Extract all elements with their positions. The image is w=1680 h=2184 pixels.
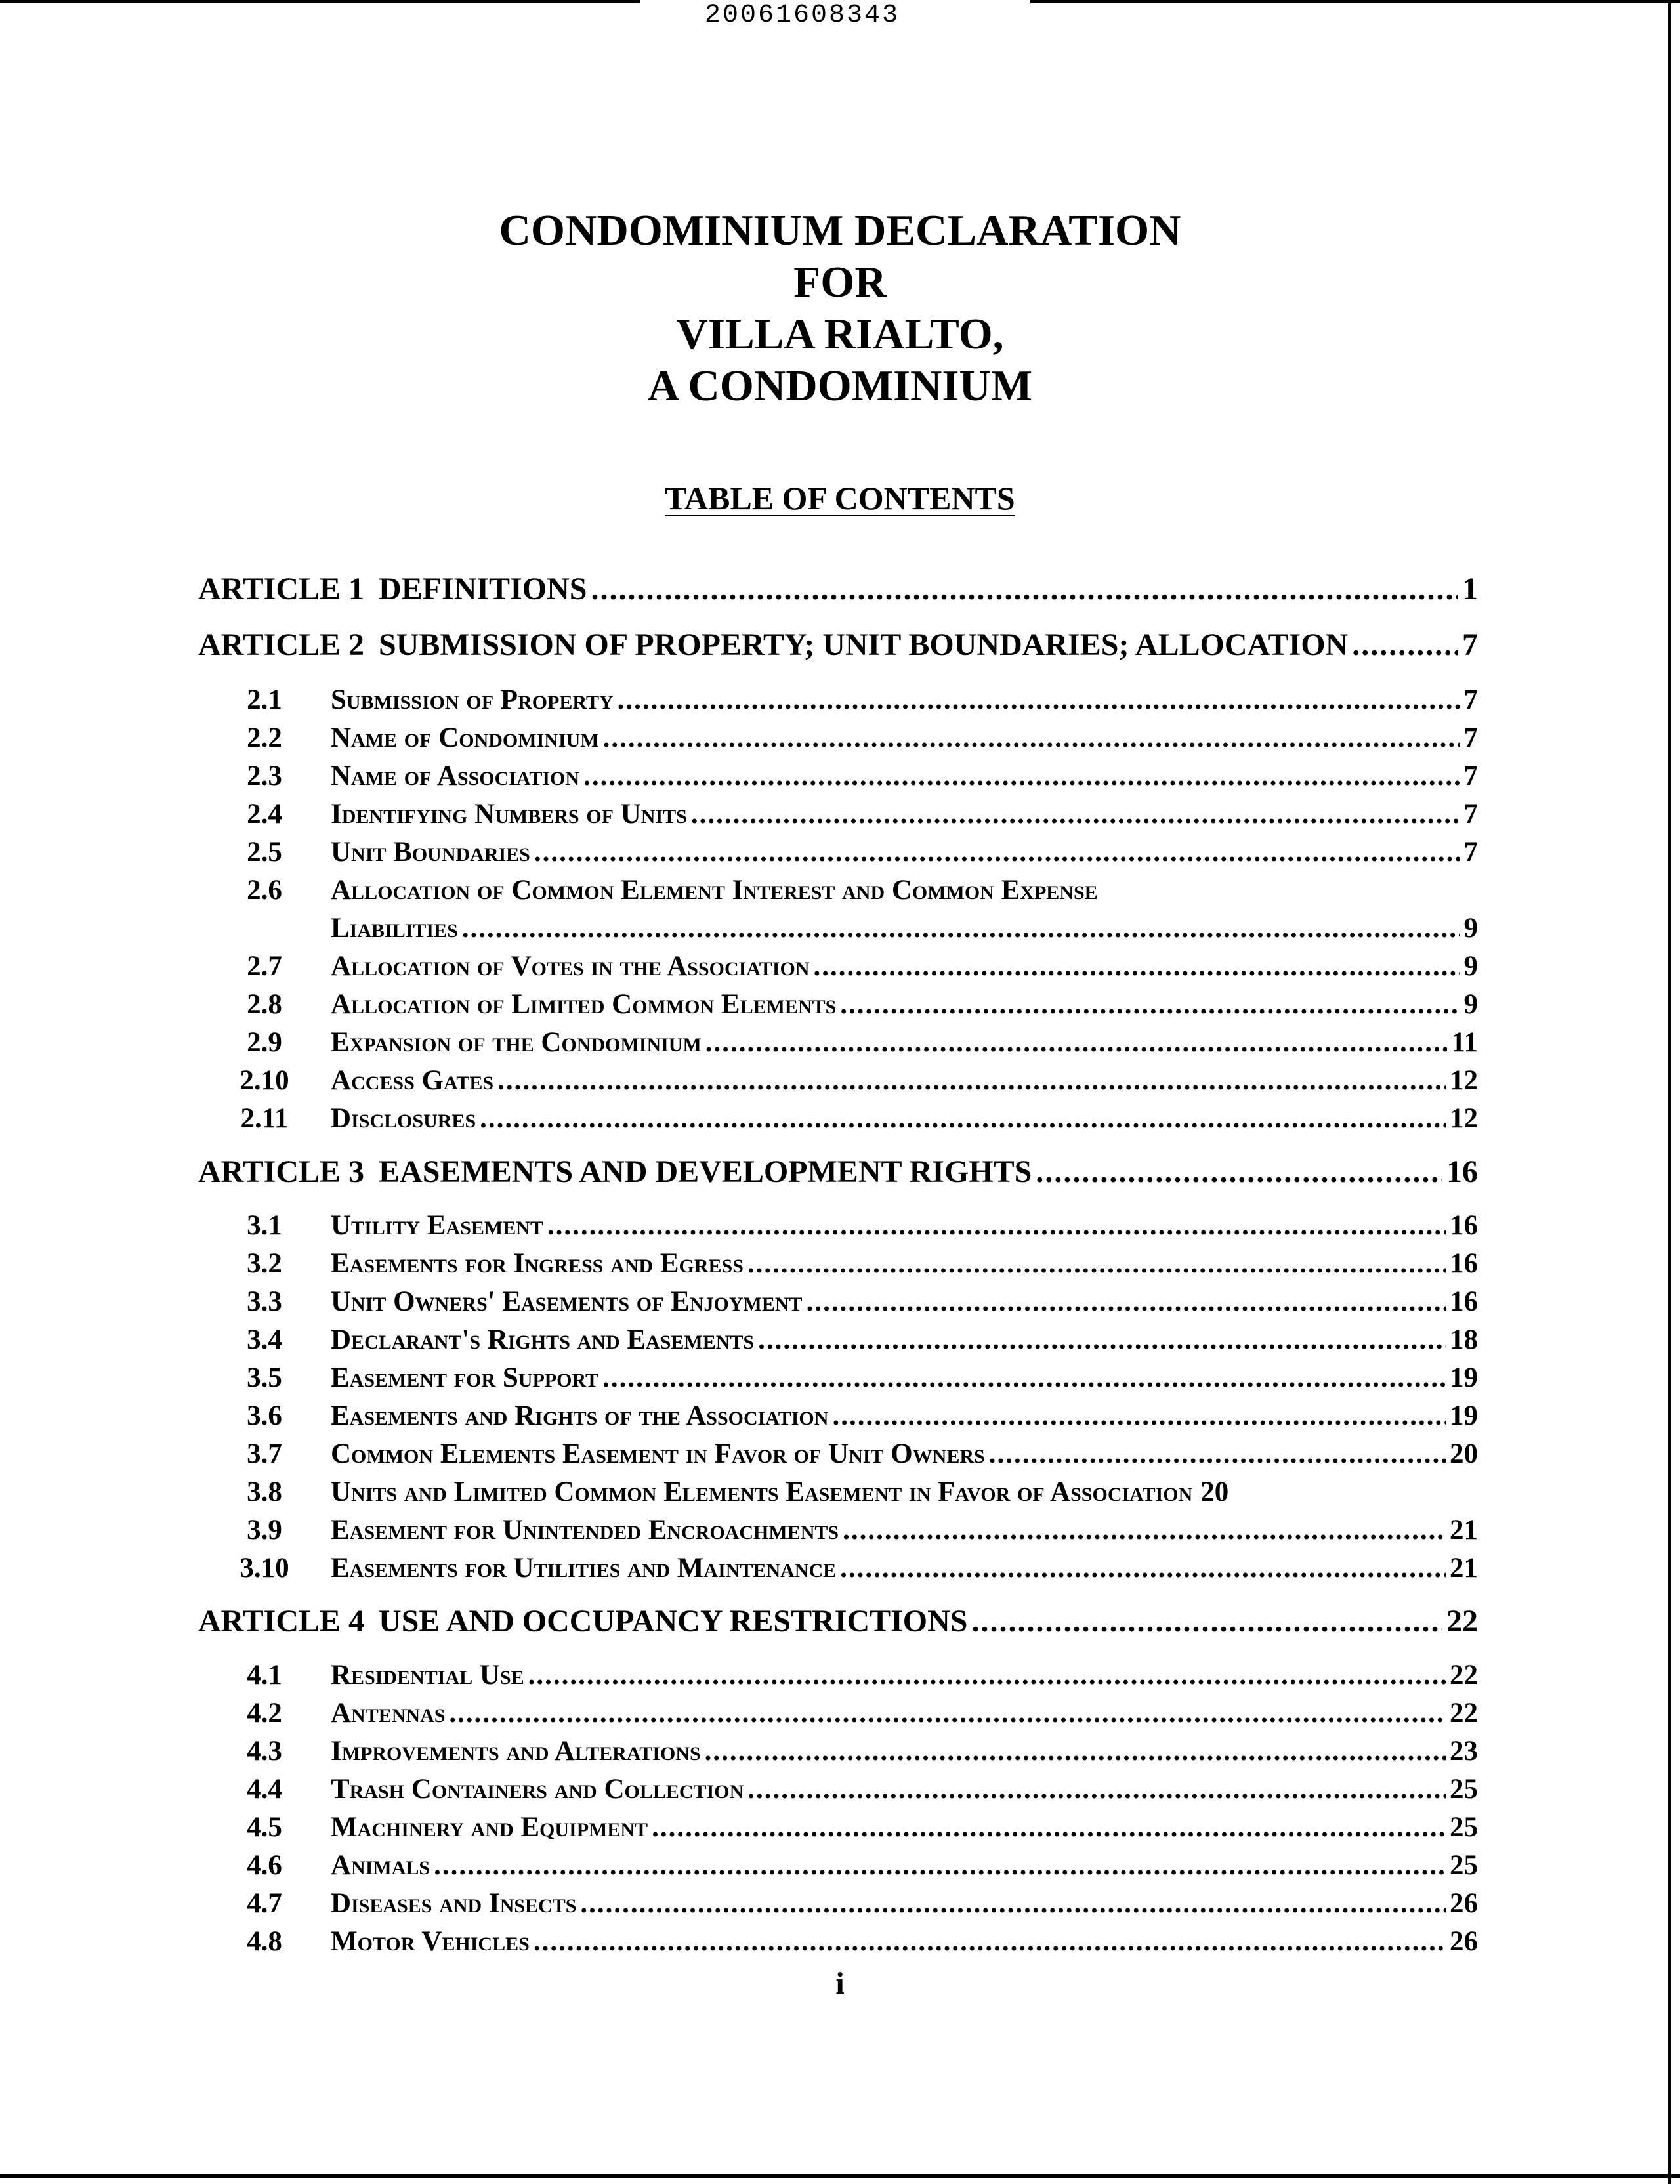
dot-leader <box>547 1209 1446 1242</box>
section-page: 9 <box>1463 989 1478 1020</box>
section-page: 7 <box>1463 723 1478 753</box>
toc-section-entry[interactable] <box>198 950 1478 982</box>
article-title: EASEMENTS AND DEVELOPMENT RIGHTS <box>379 1154 1032 1189</box>
section-page: 16 <box>1450 1286 1478 1317</box>
toc-article-entry[interactable] <box>198 1154 1478 1190</box>
section-title: Submission of Property <box>331 684 614 715</box>
section-number: 4.5 <box>247 1812 282 1843</box>
dot-leader <box>758 1324 1446 1356</box>
dot-leader <box>528 1659 1446 1691</box>
section-title: Utility Easement <box>331 1210 543 1241</box>
section-title: Name of Condominium <box>331 723 599 753</box>
dot-leader <box>840 1552 1446 1584</box>
section-title: Improvements and Alterations <box>331 1736 701 1767</box>
article-title: DEFINITIONS <box>379 572 587 606</box>
section-page: 7 <box>1463 761 1478 791</box>
section-title: Allocation of Common Element Interest and Common Expense <box>331 875 1098 906</box>
toc-section-entry[interactable] <box>198 1697 1478 1729</box>
toc-section-entry[interactable] <box>198 798 1478 830</box>
toc-section-entry[interactable] <box>198 1773 1478 1805</box>
section-title: Animals <box>331 1850 430 1881</box>
page-number: i <box>835 1966 845 2001</box>
article-label: ARTICLE 3 <box>198 1154 365 1189</box>
section-page: 21 <box>1450 1553 1478 1584</box>
section-page: 20 <box>1200 1477 1229 1507</box>
section-page: 23 <box>1450 1736 1478 1767</box>
toc-section-entry[interactable] <box>198 1476 1478 1508</box>
section-number: 3.4 <box>247 1324 282 1355</box>
section-number: 3.1 <box>247 1210 282 1241</box>
toc-section-entry[interactable] <box>198 684 1478 716</box>
section-page: 25 <box>1450 1812 1478 1843</box>
section-number: 4.7 <box>247 1888 282 1919</box>
section-page: 26 <box>1450 1926 1478 1957</box>
toc-section-entry[interactable] <box>198 874 1478 906</box>
section-title: Name of Association <box>331 761 580 791</box>
section-title: Declarant's Rights and Easements <box>331 1324 755 1355</box>
toc-article-entry[interactable] <box>198 1603 1478 1639</box>
dot-leader <box>705 1735 1446 1767</box>
section-title: Allocation of Limited Common Elements <box>331 989 837 1020</box>
article-page: 22 <box>1446 1604 1478 1639</box>
section-number: 3.8 <box>247 1477 282 1507</box>
section-number: 4.6 <box>247 1850 282 1881</box>
toc-section-entry[interactable] <box>198 1659 1478 1691</box>
dot-leader <box>747 1773 1446 1805</box>
section-title: Identifying Numbers of Units <box>331 799 687 830</box>
section-title: Easements for Utilities and Maintenance <box>331 1553 837 1584</box>
section-number: 3.2 <box>247 1248 282 1279</box>
toc-section-entry[interactable] <box>198 1064 1478 1097</box>
toc-section-entry[interactable] <box>198 1438 1478 1470</box>
dot-leader <box>989 1438 1446 1470</box>
dot-leader <box>840 988 1460 1020</box>
section-title: Easement for Unintended Encroachments <box>331 1515 839 1545</box>
dot-leader <box>580 1887 1446 1920</box>
section-number: 3.5 <box>247 1362 282 1393</box>
dot-leader <box>603 722 1460 754</box>
title-line: FOR <box>793 258 887 306</box>
dot-leader <box>807 1286 1446 1318</box>
dot-leader <box>583 760 1460 792</box>
toc-section-entry[interactable] <box>198 1102 1478 1135</box>
section-title: Antennas <box>331 1698 446 1729</box>
section-page: 12 <box>1450 1065 1478 1096</box>
dot-leader <box>972 1603 1443 1639</box>
section-page: 22 <box>1450 1660 1478 1690</box>
section-title: Allocation of Votes in the Association <box>331 951 810 982</box>
section-title: Unit Boundaries <box>331 837 530 868</box>
section-number: 3.3 <box>247 1286 282 1317</box>
section-number: 4.1 <box>247 1660 282 1690</box>
section-title: Easements and Rights of the Association <box>331 1400 829 1431</box>
dot-leader <box>534 836 1460 868</box>
toc-section-entry[interactable] <box>198 1026 1478 1059</box>
toc-section-entry[interactable] <box>198 1552 1478 1584</box>
toc-section-entry[interactable] <box>198 1209 1478 1242</box>
section-page: 7 <box>1463 799 1478 830</box>
toc-section-entry[interactable] <box>198 1735 1478 1767</box>
section-title: Disclosures <box>331 1103 476 1134</box>
toc-section-entry[interactable] <box>198 1514 1478 1546</box>
section-number: 4.8 <box>247 1926 282 1957</box>
section-page: 9 <box>1463 913 1478 944</box>
toc-section-entry[interactable] <box>198 1324 1478 1356</box>
article-title: USE AND OCCUPANCY RESTRICTIONS <box>379 1604 968 1639</box>
article-label: ARTICLE 1 <box>198 572 365 606</box>
dot-leader <box>747 1248 1446 1280</box>
section-page: 26 <box>1450 1888 1478 1919</box>
section-title: Expansion of the Condominium <box>331 1027 702 1058</box>
article-label: ARTICLE 2 <box>198 627 365 662</box>
toc-section-entry[interactable] <box>198 1811 1478 1843</box>
toc-section-entry[interactable] <box>198 1286 1478 1318</box>
section-number: 2.5 <box>247 837 282 868</box>
dot-leader <box>480 1102 1446 1135</box>
toc-section-entry[interactable] <box>198 1400 1478 1432</box>
section-number: 2.6 <box>247 875 282 906</box>
section-title: Motor Vehicles <box>331 1926 530 1957</box>
section-page: 7 <box>1463 837 1478 868</box>
title-line: VILLA RIALTO, <box>676 310 1004 358</box>
table-of-contents <box>198 0 1478 2184</box>
article-page: 1 <box>1462 572 1478 606</box>
toc-article-entry[interactable] <box>198 571 1478 607</box>
article-label: ARTICLE 4 <box>198 1604 365 1639</box>
dot-leader <box>534 1925 1446 1958</box>
section-page: 11 <box>1451 1027 1478 1058</box>
dot-leader <box>434 1849 1446 1881</box>
section-page: 19 <box>1450 1400 1478 1431</box>
section-number: 3.7 <box>247 1438 282 1469</box>
section-page: 12 <box>1450 1103 1478 1134</box>
section-number: 3.6 <box>247 1400 282 1431</box>
toc-section-entry[interactable] <box>198 722 1478 754</box>
dot-leader <box>591 571 1458 607</box>
section-number: 3.10 <box>240 1553 289 1584</box>
section-title: Access Gates <box>331 1065 494 1096</box>
section-title: Diseases and Insects <box>331 1888 577 1919</box>
toc-section-entry[interactable] <box>198 836 1478 868</box>
dot-leader <box>462 912 1460 944</box>
dot-leader <box>652 1811 1446 1843</box>
dot-leader <box>691 798 1460 830</box>
section-title: Easement for Support <box>331 1362 599 1393</box>
section-title: Trash Containers and Collection <box>331 1774 744 1805</box>
title-line: CONDOMINIUM DECLARATION <box>499 206 1181 255</box>
toc-section-entry[interactable] <box>198 1248 1478 1280</box>
section-number: 2.3 <box>247 761 282 791</box>
dot-leader <box>1036 1154 1442 1190</box>
section-number: 2.2 <box>247 723 282 753</box>
section-number: 4.4 <box>247 1774 282 1805</box>
article-page: 16 <box>1446 1154 1478 1189</box>
article-page: 7 <box>1462 627 1478 662</box>
section-number: 2.9 <box>247 1027 282 1058</box>
toc-section-continuation[interactable] <box>331 912 1478 944</box>
section-number: 2.11 <box>240 1103 289 1134</box>
section-title: Residential Use <box>331 1660 524 1690</box>
dot-leader <box>449 1697 1446 1729</box>
section-page: 18 <box>1450 1324 1478 1355</box>
section-page: 21 <box>1450 1515 1478 1545</box>
toc-section-entry[interactable] <box>198 988 1478 1020</box>
section-number: 2.7 <box>247 951 282 982</box>
section-number: 2.10 <box>240 1065 289 1096</box>
article-title: SUBMISSION OF PROPERTY; UNIT BOUNDARIES; ALLOCATION <box>379 627 1349 662</box>
section-title: Machinery and Equipment <box>331 1812 648 1843</box>
section-number: 4.2 <box>247 1698 282 1729</box>
toc-section-entry[interactable] <box>198 760 1478 792</box>
section-page: 16 <box>1450 1210 1478 1241</box>
section-page: 9 <box>1463 951 1478 982</box>
section-page: 20 <box>1450 1438 1478 1469</box>
dot-leader <box>843 1514 1446 1546</box>
dot-leader <box>602 1362 1446 1394</box>
section-number: 2.4 <box>247 799 282 830</box>
section-page: 22 <box>1450 1698 1478 1729</box>
document-id: 20061608343 <box>705 1 900 30</box>
dot-leader <box>832 1400 1446 1432</box>
section-title: Units and Limited Common Elements Easement in Favor of Association <box>331 1477 1193 1507</box>
section-title: Common Elements Easement in Favor of Unit Owners <box>331 1438 985 1469</box>
section-title: Unit Owners' Easements of Enjoyment <box>331 1286 803 1317</box>
section-number: 3.9 <box>247 1515 282 1545</box>
toc-section-entry[interactable] <box>198 1849 1478 1881</box>
toc-heading-text: TABLE OF CONTENTS <box>665 480 1015 516</box>
section-page: 25 <box>1450 1850 1478 1881</box>
section-page: 19 <box>1450 1362 1478 1393</box>
section-title-continuation: Liabilities <box>331 913 458 944</box>
dot-leader <box>705 1026 1448 1059</box>
dot-leader <box>1352 627 1458 663</box>
dot-leader <box>497 1064 1446 1097</box>
section-page: 7 <box>1463 684 1478 715</box>
dot-leader <box>618 684 1460 716</box>
toc-article-entry[interactable] <box>198 627 1478 663</box>
dot-leader <box>813 950 1460 982</box>
toc-section-entry[interactable] <box>198 1925 1478 1958</box>
toc-section-entry[interactable] <box>198 1362 1478 1394</box>
title-line: A CONDOMINIUM <box>647 362 1033 410</box>
section-title: Easements for Ingress and Egress <box>331 1248 744 1279</box>
section-number: 2.8 <box>247 989 282 1020</box>
section-page: 16 <box>1450 1248 1478 1279</box>
section-page: 25 <box>1450 1774 1478 1805</box>
toc-section-entry[interactable] <box>198 1887 1478 1920</box>
section-number: 4.3 <box>247 1736 282 1767</box>
section-number: 2.1 <box>247 684 282 715</box>
